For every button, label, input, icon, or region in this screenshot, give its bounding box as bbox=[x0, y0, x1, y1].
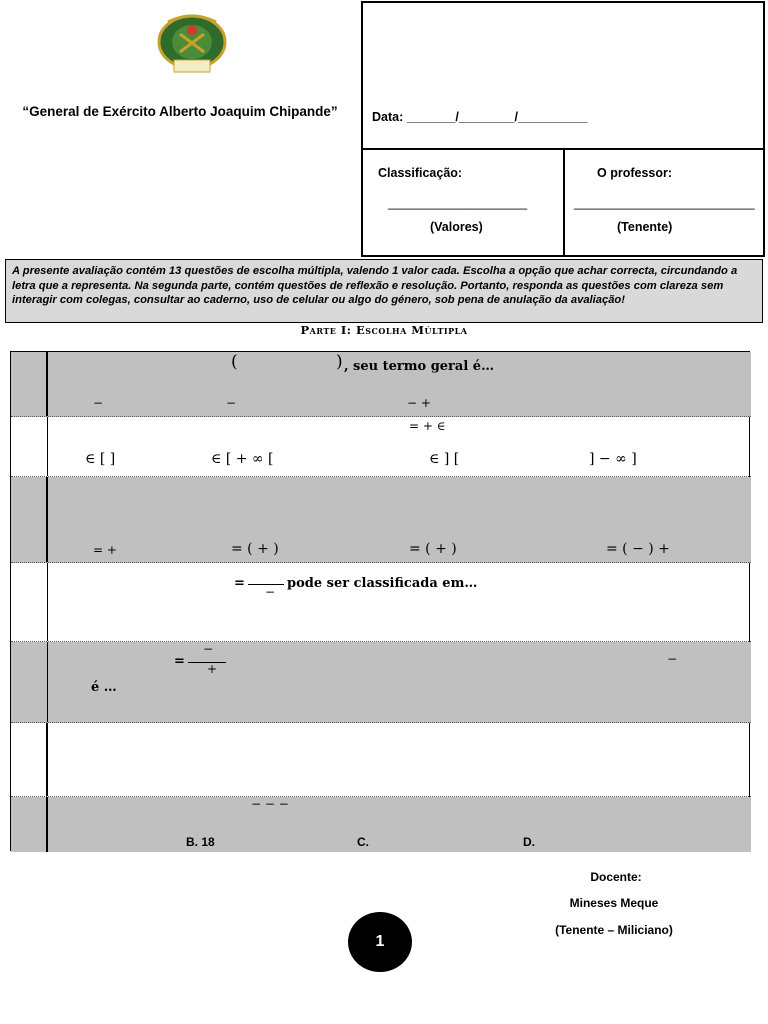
question-row-7 bbox=[11, 797, 751, 852]
question-number-cell bbox=[11, 797, 48, 852]
fraction-denominator: − bbox=[265, 585, 276, 599]
question-row-1 bbox=[11, 352, 751, 417]
instructions-box: A presente avaliação contém 13 questões de escolha múltipla, valendo 1 valor cada. Escolha a opção que achar correcta, circundando a letra que a representa. Na segunda parte, contém questões de reflexão e resolução. Portanto, responda as questões com clareza sem interagir com colegas, consultar ao caderno, uso de celular ou algo do género, sob pena de anulação da avaliação! bbox=[5, 259, 763, 323]
option-d[interactable]: ] − ∞ ] bbox=[589, 451, 637, 467]
option-c[interactable]: C. bbox=[357, 835, 369, 849]
fraction-numerator: − bbox=[203, 642, 214, 656]
question-row-3 bbox=[11, 477, 751, 563]
professor-line: __________________________ bbox=[574, 196, 755, 210]
classification-label: Classificação: bbox=[378, 166, 463, 180]
option-b[interactable]: B. 18 bbox=[186, 835, 215, 849]
option-a[interactable]: = + bbox=[93, 543, 117, 557]
question-number-cell bbox=[11, 723, 48, 796]
page-number-badge bbox=[348, 912, 412, 972]
question-number-cell bbox=[11, 642, 48, 722]
questions-table bbox=[10, 351, 750, 851]
equals-sign: = bbox=[234, 576, 245, 591]
option-a[interactable]: − bbox=[93, 396, 104, 410]
option-d[interactable]: D. bbox=[523, 835, 535, 849]
option-b[interactable]: − bbox=[226, 396, 237, 410]
option-d[interactable]: = ( − ) + bbox=[606, 541, 670, 557]
section-title: Parte I: Escolha Múltipla bbox=[300, 323, 468, 337]
option-b[interactable]: = ( + ) bbox=[231, 541, 279, 557]
question-row-6 bbox=[11, 723, 751, 797]
page-number: 1 bbox=[375, 933, 385, 950]
question-number-cell bbox=[11, 477, 48, 562]
question-row-4 bbox=[11, 563, 751, 642]
question-row-2 bbox=[11, 417, 751, 477]
signature-rank: (Tenente – Miliciano) bbox=[555, 923, 673, 937]
question-number-cell bbox=[11, 417, 48, 476]
date-box bbox=[361, 1, 765, 150]
question-tail: é … bbox=[91, 680, 117, 695]
school-name: “General de Exército Alberto Joaquim Chipande” bbox=[22, 104, 338, 119]
date-field: Data: _______/________/__________ bbox=[372, 110, 588, 124]
option-a[interactable]: ∈ [ ] bbox=[85, 451, 116, 467]
question-stem: − − − bbox=[251, 797, 289, 811]
equals-sign: = bbox=[174, 654, 185, 669]
classification-line: ____________________ bbox=[388, 196, 528, 210]
professor-rank: (Tenente) bbox=[617, 220, 673, 234]
classification-unit: (Valores) bbox=[430, 220, 483, 234]
question-number-cell bbox=[11, 563, 48, 641]
question-stem: = + ∈ bbox=[409, 419, 446, 433]
professor-label: O professor: bbox=[597, 166, 673, 180]
signature-label: Docente: bbox=[590, 870, 642, 884]
paren-close: ) bbox=[336, 352, 343, 372]
expression-minus: − bbox=[667, 652, 678, 666]
option-c[interactable]: − + bbox=[407, 396, 431, 410]
question-number-cell bbox=[11, 352, 48, 416]
signature-name: Mineses Meque bbox=[569, 896, 659, 910]
question-text: pode ser classificada em… bbox=[287, 576, 478, 591]
paren-open: ( bbox=[231, 352, 238, 372]
question-text: , seu termo geral é… bbox=[344, 359, 495, 374]
question-row-5 bbox=[11, 642, 751, 723]
option-c[interactable]: ∈ ] [ bbox=[429, 451, 460, 467]
fraction-denominator: + bbox=[207, 662, 218, 676]
option-b[interactable]: ∈ [ + ∞ [ bbox=[211, 451, 274, 467]
school-emblem-logo bbox=[152, 12, 232, 76]
option-c[interactable]: = ( + ) bbox=[409, 541, 457, 557]
